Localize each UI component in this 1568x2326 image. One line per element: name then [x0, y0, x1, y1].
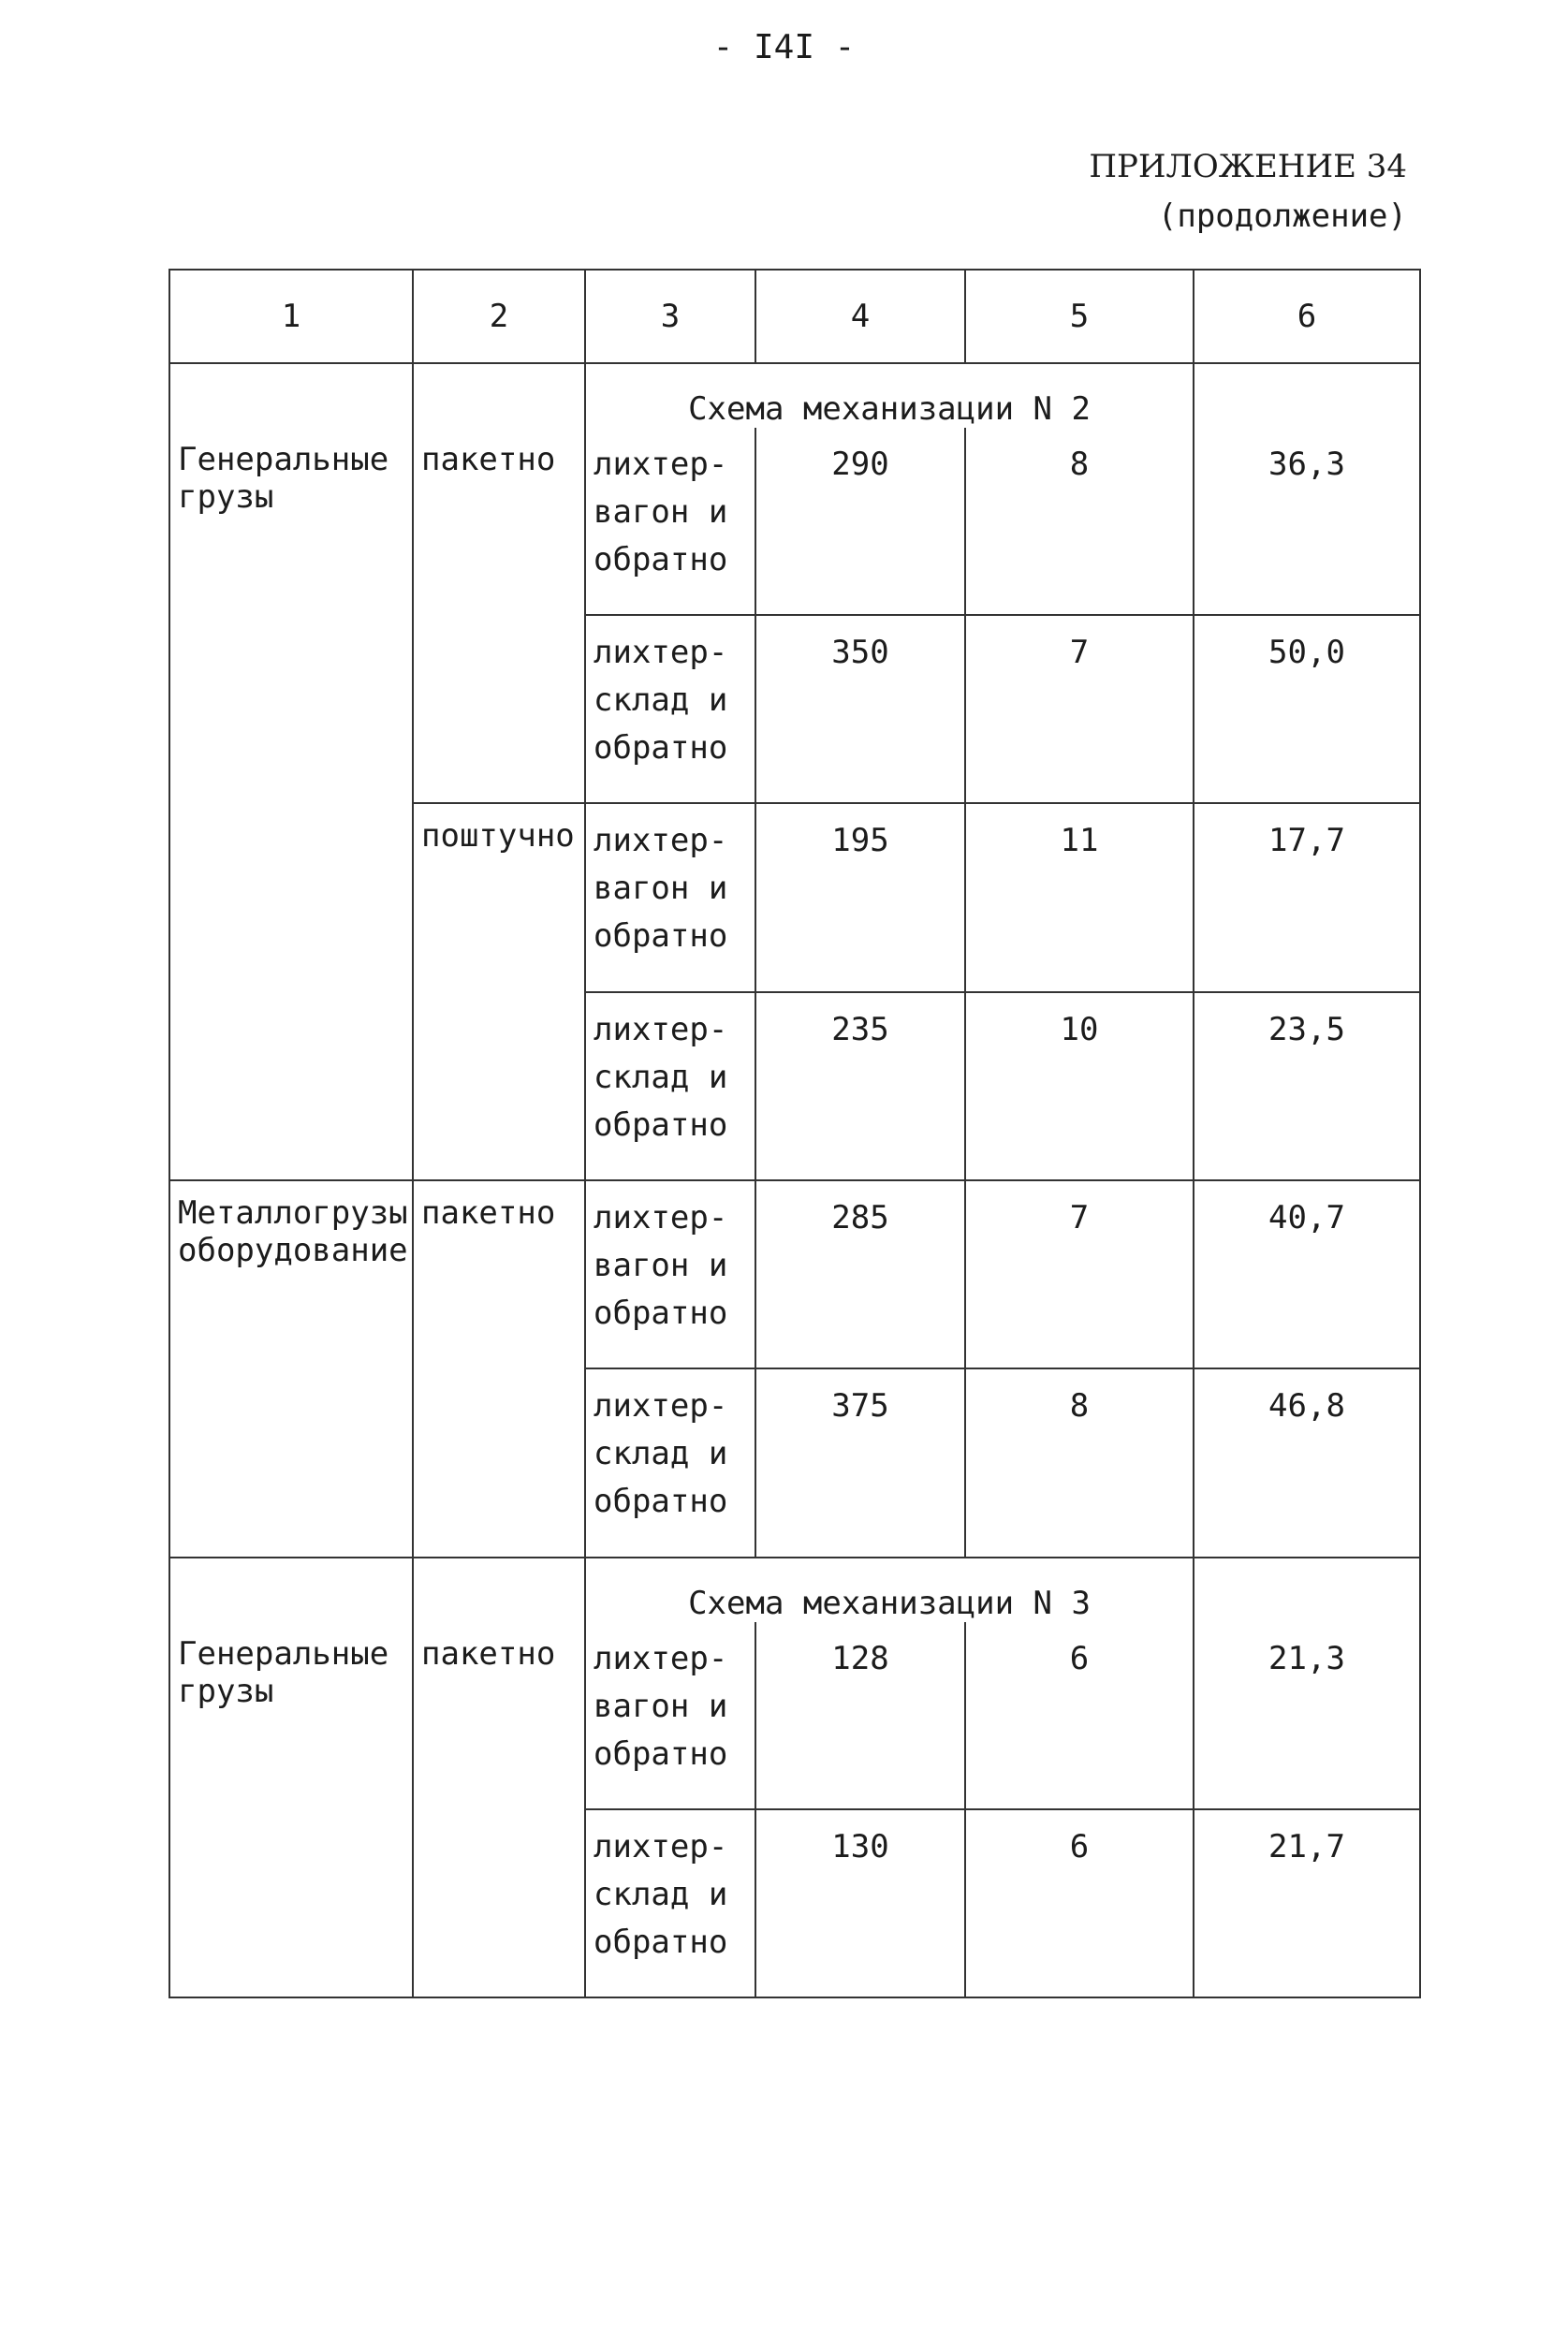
- value-cell: 8: [965, 1368, 1194, 1557]
- scheme-title: Схема механизации N 2: [585, 363, 1194, 428]
- route-cell: лихтер-склад и обратно: [585, 1809, 755, 1997]
- value-cell: 50,0: [1194, 615, 1420, 803]
- value-cell: 23,5: [1194, 992, 1420, 1180]
- value-cell: 10: [965, 992, 1194, 1180]
- cargo-cell: Металлогрузы оборудование: [169, 1180, 413, 1558]
- route-cell: лихтер-вагон и обратно: [585, 803, 755, 991]
- value-cell: 128: [755, 1622, 965, 1809]
- value-cell: 46,8: [1194, 1368, 1420, 1557]
- value-cell: 285: [755, 1180, 965, 1368]
- appendix-title: ПРИЛОЖЕНИЕ 34: [1089, 148, 1407, 185]
- route-cell: лихтер-склад и обратно: [585, 1368, 755, 1557]
- value-cell: 11: [965, 803, 1194, 991]
- method-cell: пакетно: [413, 428, 585, 803]
- value-cell: 8: [965, 428, 1194, 615]
- column-header: 5: [965, 270, 1194, 363]
- table-row: [169, 428, 1420, 615]
- column-header: 1: [169, 270, 413, 363]
- route-cell: лихтер-склад и обратно: [585, 615, 755, 803]
- appendix-subtitle: (продолжение): [1157, 197, 1407, 235]
- scheme-title: Схема механизации N 3: [585, 1558, 1194, 1622]
- column-header: 3: [585, 270, 755, 363]
- route-cell: лихтер-склад и обратно: [585, 992, 755, 1180]
- route-cell: лихтер-вагон и обратно: [585, 428, 755, 615]
- method-cell: пакетно: [413, 1180, 585, 1558]
- value-cell: 290: [755, 428, 965, 615]
- value-cell: 21,7: [1194, 1809, 1420, 1997]
- page-number: - I4I -: [712, 28, 856, 66]
- value-cell: 17,7: [1194, 803, 1420, 991]
- value-cell: 21,3: [1194, 1622, 1420, 1809]
- table-row: [169, 1180, 1420, 1368]
- value-cell: 235: [755, 992, 965, 1180]
- route-cell: лихтер-вагон и обратно: [585, 1180, 755, 1368]
- value-cell: 6: [965, 1809, 1194, 1997]
- cargo-cell: Генеральные грузы: [169, 428, 413, 1180]
- method-cell: пакетно: [413, 1622, 585, 1997]
- value-cell: 40,7: [1194, 1180, 1420, 1368]
- cargo-cell: Генеральные грузы: [169, 1622, 413, 1997]
- value-cell: 350: [755, 615, 965, 803]
- table-row: [169, 1622, 1420, 1809]
- value-cell: 6: [965, 1622, 1194, 1809]
- value-cell: 375: [755, 1368, 965, 1557]
- value-cell: 195: [755, 803, 965, 991]
- value-cell: 36,3: [1194, 428, 1420, 615]
- header-row: [169, 270, 1420, 363]
- value-cell: 7: [965, 1180, 1194, 1368]
- scheme-row: [169, 363, 1420, 428]
- column-header: 4: [755, 270, 965, 363]
- value-cell: 130: [755, 1809, 965, 1997]
- method-cell: поштучно: [413, 803, 585, 1180]
- value-cell: 7: [965, 615, 1194, 803]
- column-header: 2: [413, 270, 585, 363]
- data-table: [169, 269, 1421, 1998]
- route-cell: лихтер-вагон и обратно: [585, 1622, 755, 1809]
- scheme-row: [169, 1558, 1420, 1622]
- column-header: 6: [1194, 270, 1420, 363]
